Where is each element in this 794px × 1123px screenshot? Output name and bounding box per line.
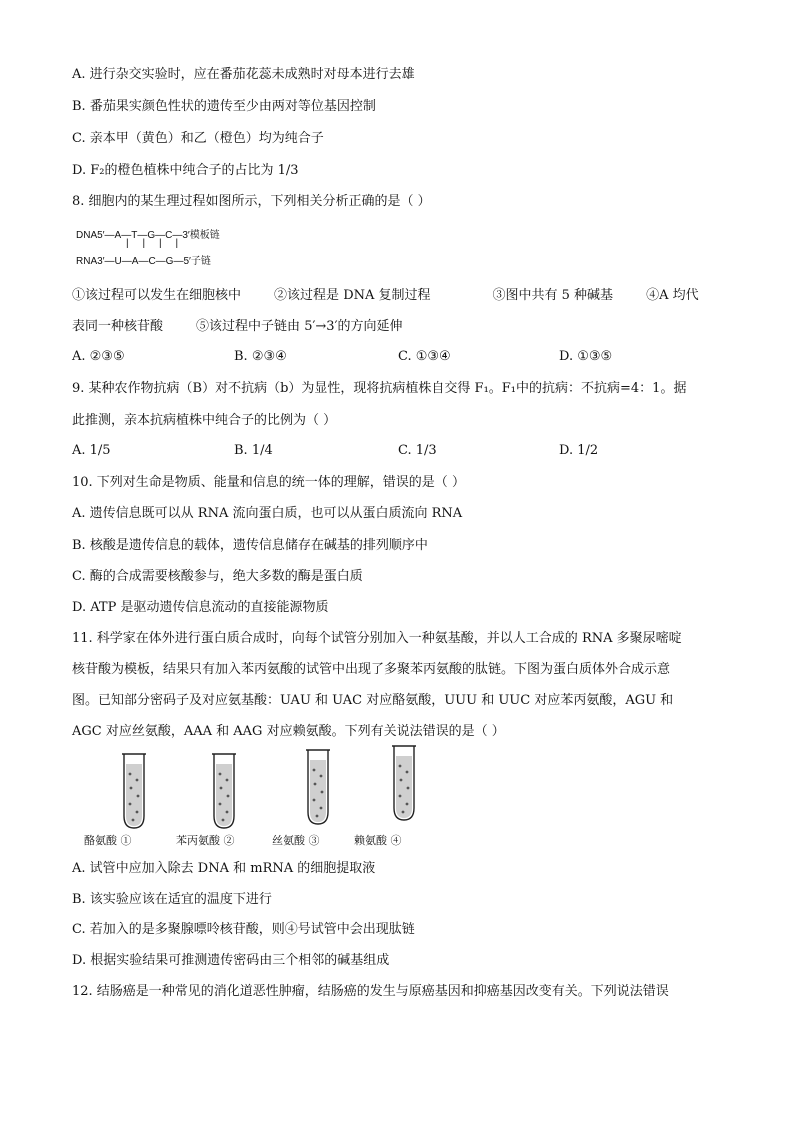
q9-stem-line2: 此推测，亲本抗病植株中纯合子的比例为（ ）	[72, 413, 337, 428]
dna-label: DNA	[76, 230, 98, 241]
q9-option-d: D. 1/2	[559, 443, 599, 458]
template-strand-label: 模板链	[189, 230, 220, 241]
q9-option-b: B. 1/4	[234, 443, 273, 458]
q10-option-b: B. 核酸是遗传信息的载体，遗传信息储存在碱基的排列顺序中	[72, 538, 428, 553]
q11-option-a: A. 试管中应加入除去 DNA 和 mRNA 的细胞提取液	[72, 861, 376, 876]
q11-option-b: B. 该实验应该在适宜的温度下进行	[72, 892, 272, 907]
q12-stem-line1: 12. 结肠癌是一种常见的消化道恶性肿瘤，结肠癌的发生与原癌基因和抑癌基因改变有关。下列说法错误	[72, 984, 669, 999]
rna-label: RNA	[76, 256, 98, 267]
test-tube-figure	[84, 750, 424, 848]
tube-4-label: 赖氨酸 ④	[354, 834, 402, 847]
test-tube-icon	[302, 746, 342, 826]
q8-option-c: C. ①③④	[398, 349, 451, 364]
q9-option-c: C. 1/3	[398, 443, 437, 458]
test-tube-3	[272, 750, 352, 848]
q10-option-d: D. ATP 是驱动遗传信息流动的直接能源物质	[72, 600, 329, 615]
tube-3-label: 丝氨酸 ③	[272, 834, 320, 847]
q8-stem: 8. 细胞内的某生理过程如图所示，下列相关分析正确的是（ ）	[72, 194, 431, 209]
test-tube-1	[84, 750, 164, 848]
q9-option-a: A. 1/5	[72, 443, 111, 458]
q11-stem-line2: 核苷酸为模板，结果只有加入苯丙氨酸的试管中出现了多聚苯丙氨酸的肽链。下图为蛋白质体外合成示意	[72, 662, 671, 677]
q8-option-a: A. ②③⑤	[72, 349, 125, 364]
rna-sequence: 3′—U—A—C—G—5′	[97, 256, 191, 267]
q11-stem-line1: 11. 科学家在体外进行蛋白质合成时，向每个试管分别加入一种氨基酸，并以人工合成的 RNA 多聚尿嘧啶	[72, 631, 682, 646]
q7-option-c: C. 亲本甲（黄色）和乙（橙色）均为纯合子	[72, 131, 324, 146]
test-tube-icon	[208, 750, 248, 830]
q7-option-d: D. F₂的橙色植株中纯合子的占比为 1/3	[72, 163, 299, 178]
dna-sequence: 5′—A—T—G—C—3′	[97, 230, 190, 241]
q8-option-d: D. ①③⑤	[559, 349, 613, 364]
q8-statements-line1: ①该过程可以发生在细胞核中 ②该过程是 DNA 复制过程 ③图中共有 5 种碱基 ④A 均代	[72, 288, 699, 303]
test-tube-icon	[388, 742, 428, 822]
q8-option-b: B. ②③④	[234, 349, 287, 364]
q9-stem-line1: 9. 某种农作物抗病（B）对不抗病（b）为显性，现将抗病植株自交得 F₁。F₁中的抗病：不抗病=4：1。据	[72, 381, 687, 396]
base-pair-bonds: | | | |	[126, 238, 179, 249]
daughter-strand-label: 子链	[190, 256, 211, 267]
q11-stem-line4: AGC 对应丝氨酸，AAA 和 AAG 对应赖氨酸。下列有关说法错误的是（ ）	[72, 724, 505, 739]
tube-2-label: 苯丙氨酸 ②	[176, 834, 235, 847]
q8-options	[72, 349, 732, 367]
q11-stem-line3: 图。已知部分密码子及对应氨基酸：UAU 和 UAC 对应酪氨酸，UUU 和 UUC 对应苯丙氨酸，AGU 和	[72, 693, 674, 708]
test-tube-2	[176, 750, 256, 848]
q8-statements-line2: 表同一种核苷酸 ⑤该过程中子链由 5′→3′的方向延伸	[72, 319, 403, 334]
tube-1-label: 酪氨酸 ①	[84, 834, 132, 847]
q11-option-c: C. 若加入的是多聚腺嘌呤核苷酸，则④号试管中会出现肽链	[72, 922, 415, 937]
q9-options	[72, 443, 732, 461]
q10-stem: 10. 下列对生命是物质、能量和信息的统一体的理解，错误的是（ ）	[72, 475, 465, 490]
test-tube-icon	[118, 750, 158, 830]
q10-option-c: C. 酶的合成需要核酸参与，绝大多数的酶是蛋白质	[72, 569, 363, 584]
q7-option-b: B. 番茄果实颜色性状的遗传至少由两对等位基因控制	[72, 99, 376, 114]
test-tube-4	[354, 750, 434, 848]
q10-option-a: A. 遗传信息既可以从 RNA 流向蛋白质，也可以从蛋白质流向 RNA	[72, 506, 463, 521]
q7-option-a: A. 进行杂交实验时，应在番茄花蕊未成熟时对母本进行去雄	[72, 67, 415, 82]
q11-option-d: D. 根据实验结果可推测遗传密码由三个相邻的碱基组成	[72, 953, 390, 968]
